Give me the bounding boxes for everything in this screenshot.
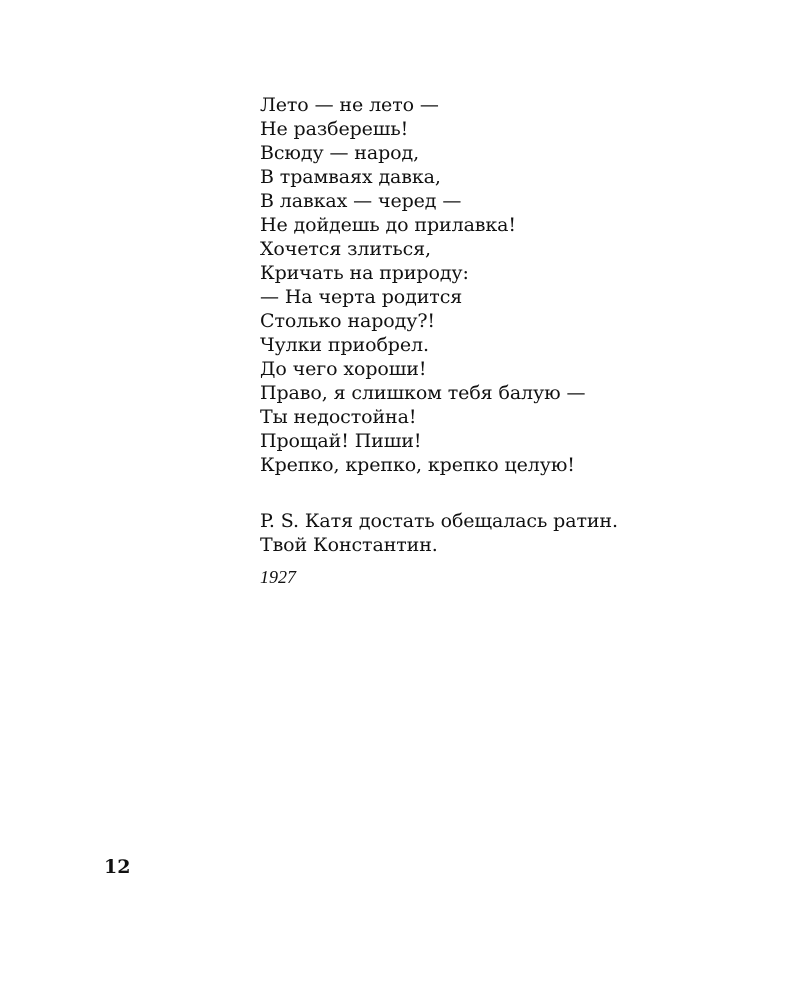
verse-line: Не дойдешь до прилавка! xyxy=(260,214,516,236)
verse-line: До чего хороши! xyxy=(260,358,427,380)
verse-line: Столько народу?! xyxy=(260,310,435,332)
verse-line: В трамваях давка, xyxy=(260,166,441,188)
verse-line: Крепко, крепко, крепко целую! xyxy=(260,454,575,476)
page-number: 12 xyxy=(104,856,131,878)
postscript xyxy=(260,509,720,557)
verse-line: Чулки приобрел. xyxy=(260,334,429,356)
verse-line: Хочется злиться, xyxy=(260,238,431,260)
verse-line: Всюду — народ, xyxy=(260,142,420,164)
verse-line: Право, я слишком тебя балую — xyxy=(260,382,586,404)
postscript-line: P. S. Катя достать обещалась ратин. xyxy=(260,510,618,532)
verse-line: Не разберешь! xyxy=(260,118,409,140)
verse-line: Ты недостойна! xyxy=(260,406,417,428)
signature-line: Твой Константин. xyxy=(260,534,438,556)
verse-line: Лето — не лето — xyxy=(260,94,439,116)
poem-date: 1927 xyxy=(260,567,296,587)
verse-line: — На черта родится xyxy=(260,286,463,308)
verse-line: Прощай! Пиши! xyxy=(260,430,422,452)
verse-line: Кричать на природу: xyxy=(260,262,469,284)
verse-line: В лавках — черед — xyxy=(260,190,462,212)
poem-text xyxy=(260,93,720,477)
